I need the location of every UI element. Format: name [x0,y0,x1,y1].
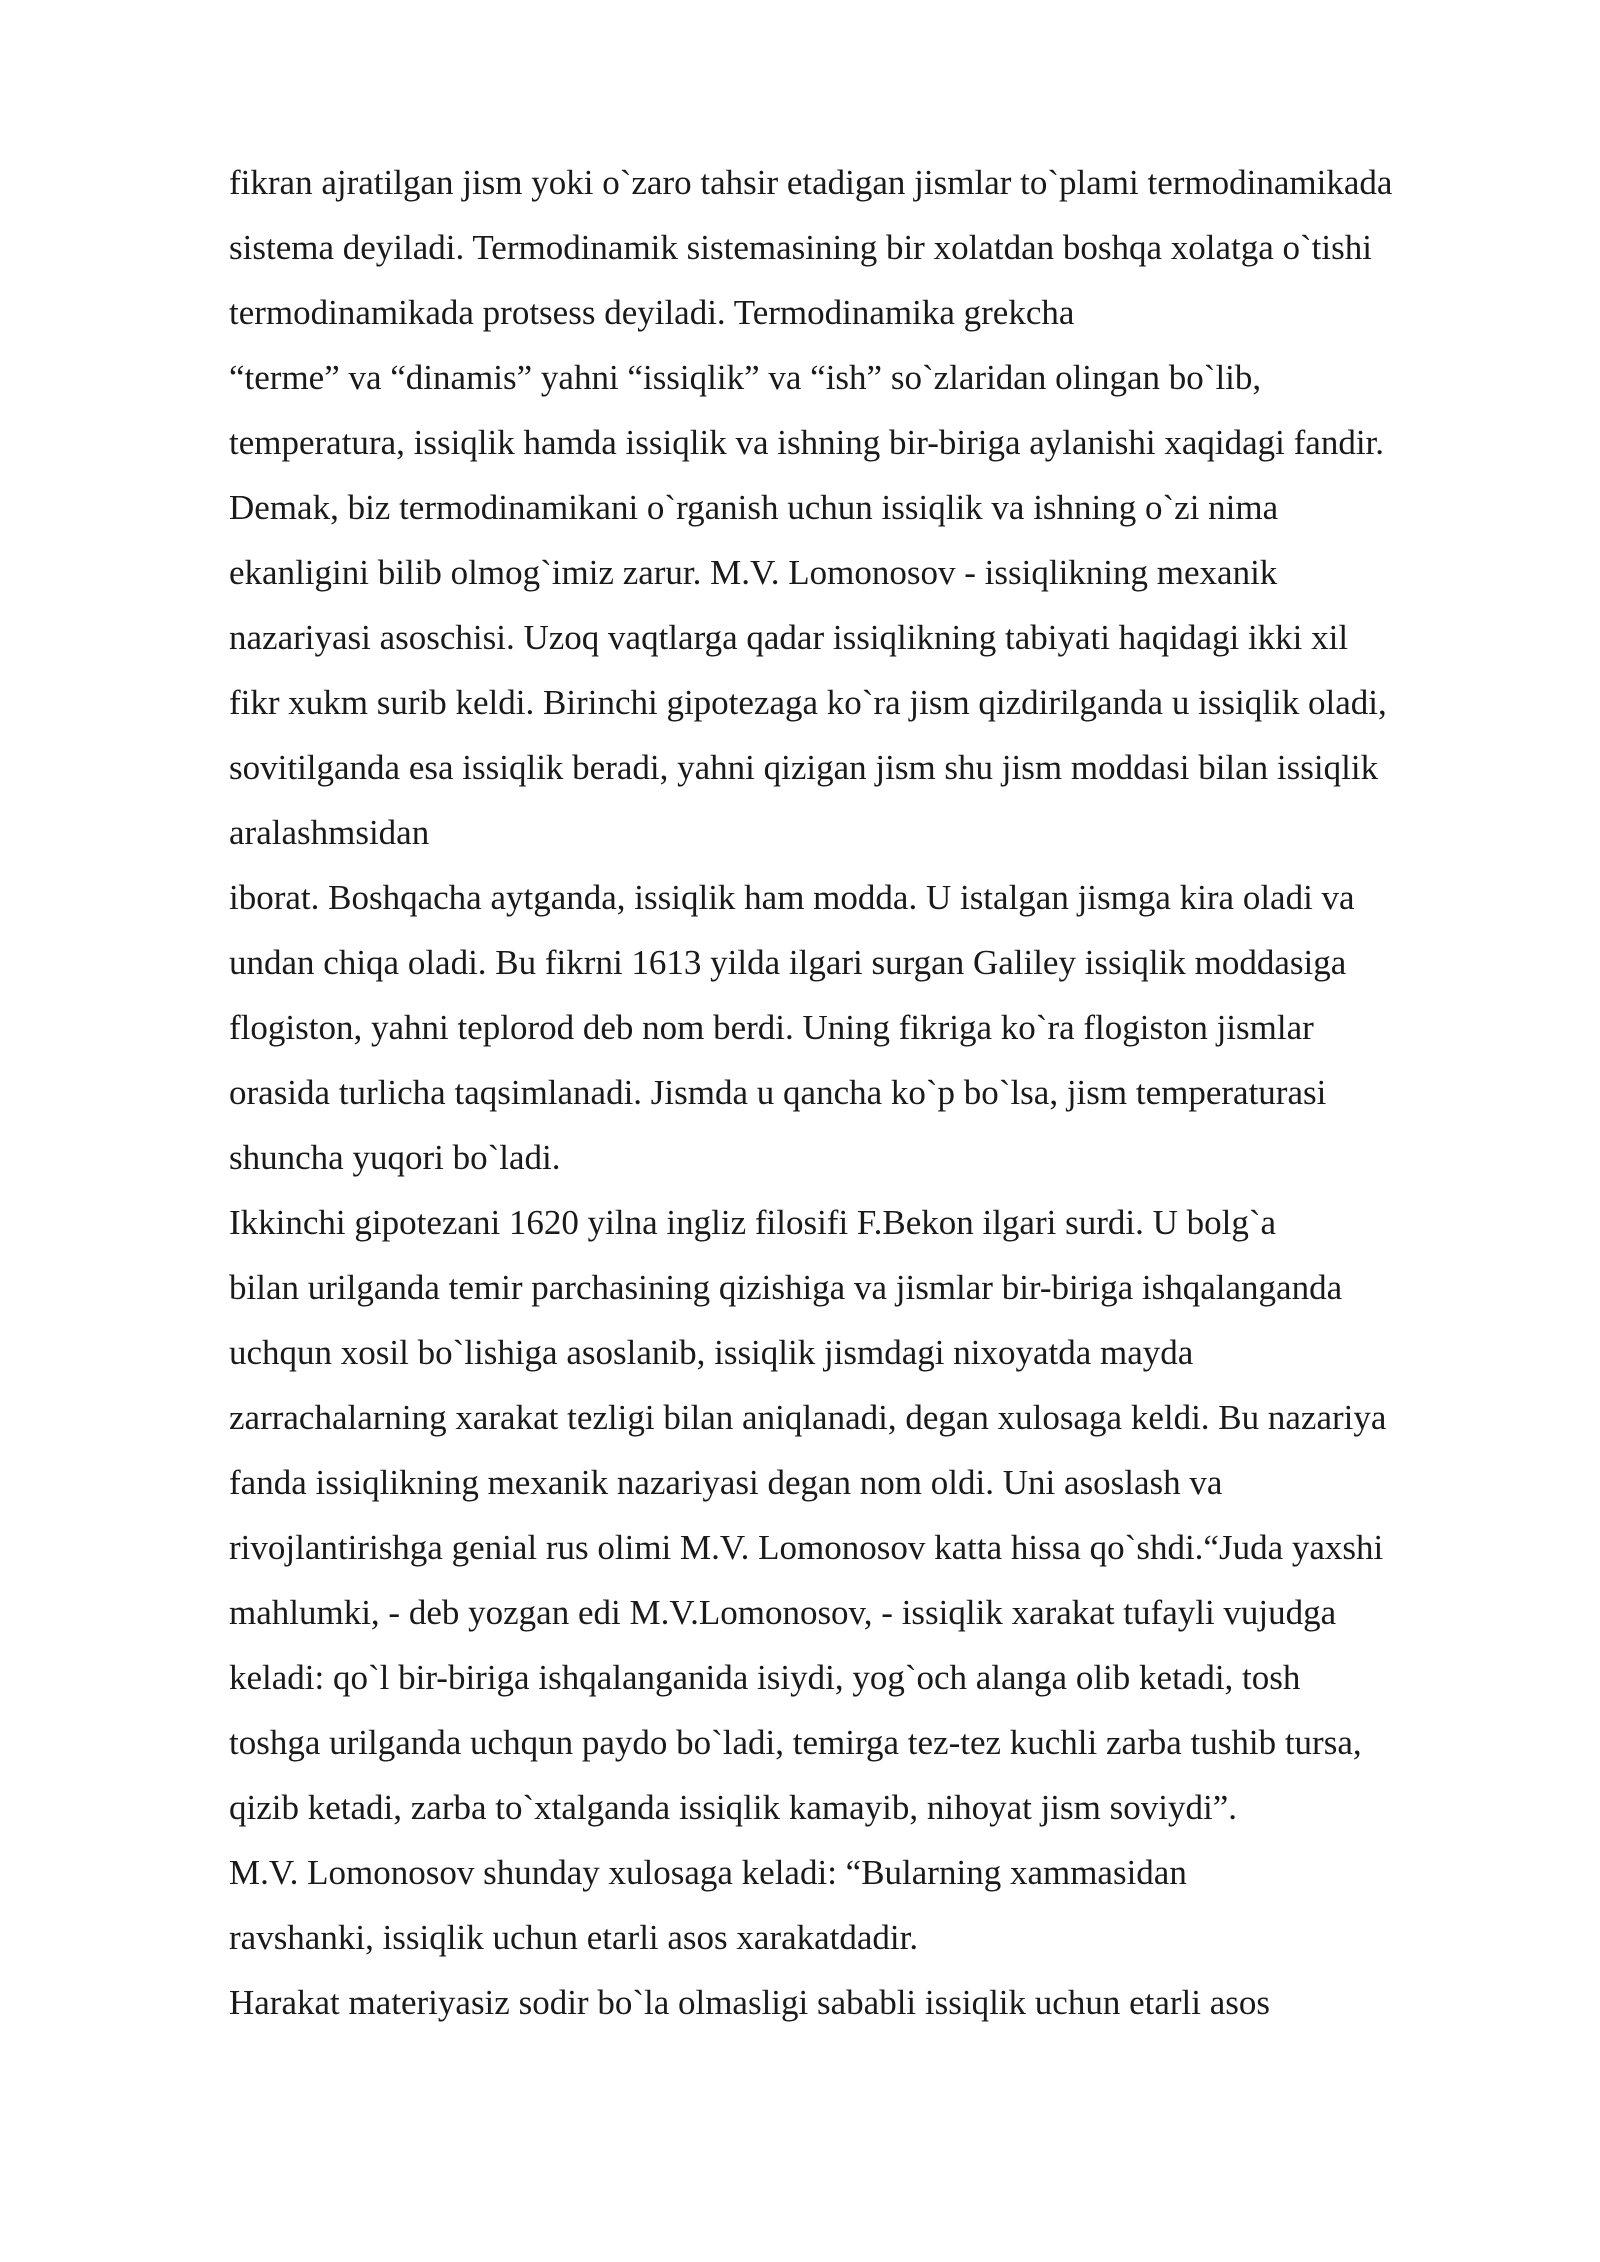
text-line: bilan urilganda temir parchasining qizishiga va jismlar bir-biriga ishqalanganda [229,1268,1343,1307]
text-line: fikr xukm surib keldi. Birinchi gipotezaga ko`ra jism qizdirilganda u issiqlik oladi, [229,683,1387,722]
text-line: mahlumki, - deb yozgan edi M.V.Lomonosov, - issiqlik xarakat tufayli vujudga [229,1593,1337,1632]
text-line: ravshanki, issiqlik uchun etarli asos xarakatdadir. [229,1918,919,1957]
body-text [229,150,1529,2035]
text-line: termodinamikada protsess deyiladi. Termodinamika grekcha [229,293,1075,332]
text-line: Harakat materiyasiz sodir bo`la olmasligi sababli issiqlik uchun etarli asos [229,1983,1270,2022]
text-line: nazariyasi asoschisi. Uzoq vaqtlarga qadar issiqlikning tabiyati haqidagi ikki xil [229,618,1349,657]
text-line: qizib ketadi, zarba to`xtalganda issiqlik kamayib, nihoyat jism soviydi”. [229,1788,1237,1827]
text-line: sistema deyiladi. Termodinamik sistemasining bir xolatdan boshqa xolatga o`tishi [229,228,1372,267]
text-line: keladi: qo`l bir-biriga ishqalanganida isiydi, yog`och alanga olib ketadi, tosh [229,1658,1301,1697]
text-line: ekanligini bilib olmog`imiz zarur. M.V. Lomonosov - issiqlikning mexanik [229,553,1278,592]
text-line: undan chiqa oladi. Bu fikrni 1613 yilda ilgari surgan Galiley issiqlik moddasiga [229,943,1347,982]
text-line: rivojlantirishga genial rus olimi M.V. Lomonosov katta hissa qo`shdi.“Juda yaxshi [229,1528,1384,1567]
text-line: fikran ajratilgan jism yoki o`zaro tahsir etadigan jismlar to`plami termodinamikada [229,163,1393,202]
text-line: toshga urilganda uchqun paydo bo`ladi, temirga tez-tez kuchli zarba tushib tursa, [229,1723,1362,1762]
text-line: M.V. Lomonosov shunday xulosaga keladi: “Bularning xammasidan [229,1853,1187,1892]
text-line: shuncha yuqori bo`ladi. [229,1138,561,1177]
text-line: fanda issiqlikning mexanik nazariyasi degan nom oldi. Uni asoslash va [229,1463,1223,1502]
text-line: sovitilganda esa issiqlik beradi, yahni qizigan jism shu jism moddasi bilan issiqlik [229,748,1379,787]
text-line: aralashmsidan [229,813,430,852]
text-line: Ikkinchi gipotezani 1620 yilna ingliz filosifi F.Bekon ilgari surdi. U bolg`a [229,1203,1277,1242]
text-line: “terme” va “dinamis” yahni “issiqlik” va “ish” so`zlaridan olingan bo`lib, [229,358,1262,397]
text-line: orasida turlicha taqsimlanadi. Jismda u qancha ko`p bo`lsa, jism temperaturasi [229,1073,1327,1112]
text-line: uchqun xosil bo`lishiga asoslanib, issiqlik jismdagi nixoyatda mayda [229,1333,1194,1372]
text-line: flogiston, yahni teplorod deb nom berdi. Uning fikriga ko`ra flogiston jismlar [229,1008,1314,1047]
text-line: Demak, biz termodinamikani o`rganish uchun issiqlik va ishning o`zi nima [229,488,1279,527]
text-line: temperatura, issiqlik hamda issiqlik va ishning bir-biriga aylanishi xaqidagi fandir. [229,423,1385,462]
text-line: zarrachalarning xarakat tezligi bilan aniqlanadi, degan xulosaga keldi. Bu nazariya [229,1398,1387,1437]
text-line: iborat. Boshqacha aytganda, issiqlik ham modda. U istalgan jismga kira oladi va [229,878,1355,917]
